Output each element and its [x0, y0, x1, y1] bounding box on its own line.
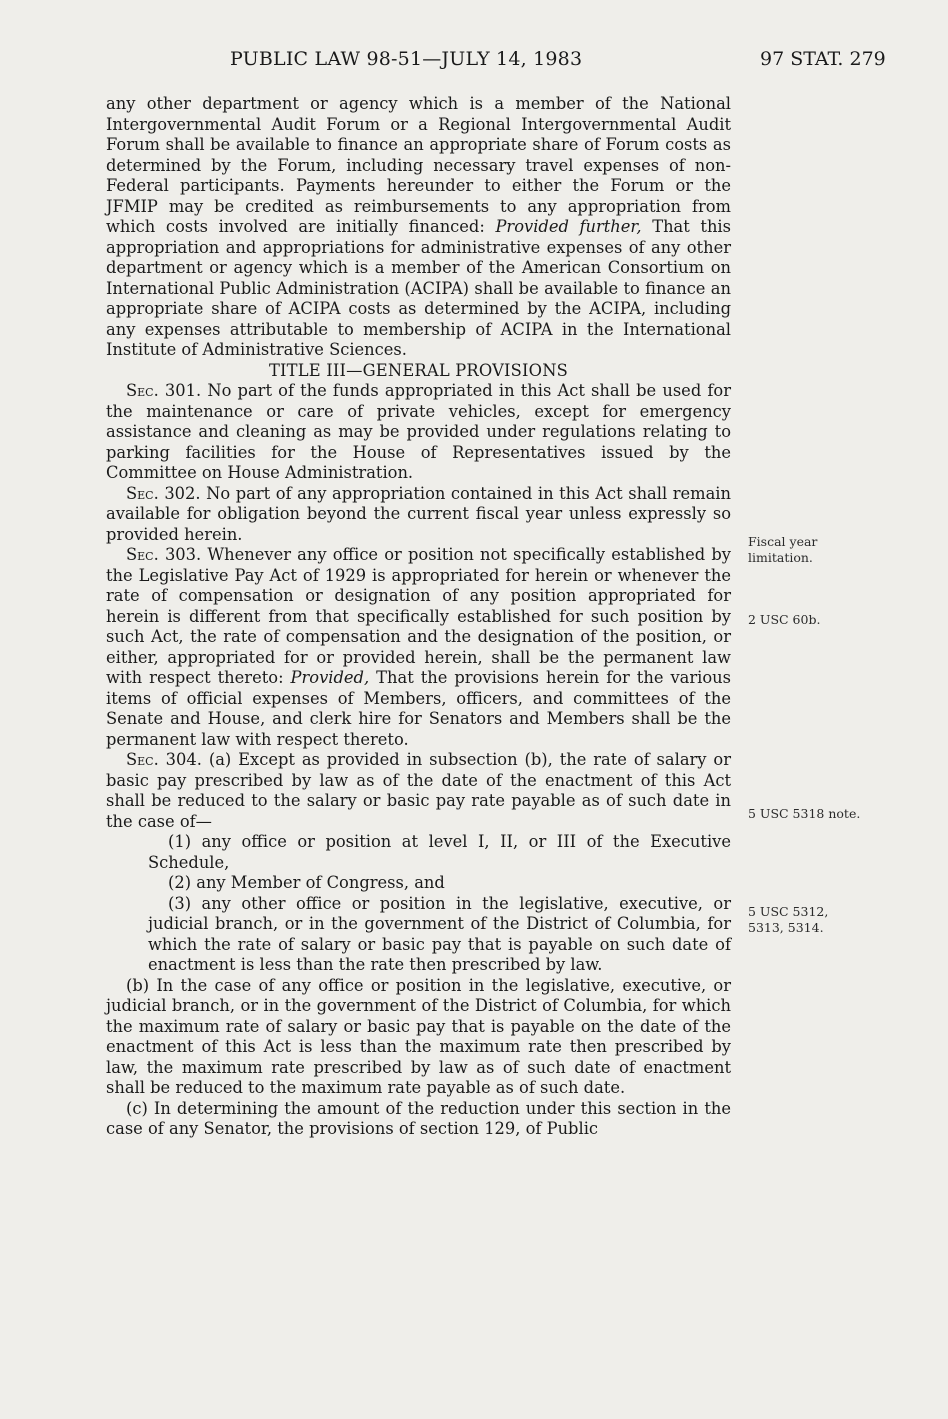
proviso-italic: Provided,	[290, 668, 370, 687]
statute-page-number: 97 STAT. 279	[760, 48, 886, 70]
margin-note-fiscal-year: Fiscal year limitation.	[748, 534, 818, 565]
list-item-1: (1) any office or position at level I, II, or III of the Executive Schedule,	[148, 832, 731, 872]
section-label: Sec. 302.	[126, 483, 201, 503]
proviso-italic: Provided further,	[495, 217, 642, 236]
section-301: Sec. 301. No part of the funds appropriated in this Act shall be used for the maintenance or care of private vehicles, except for emergency assistance and cleaning as may be provided under regulations relating to parking facilities for the House of Representatives issued by the Committee on House Administration.	[106, 381, 732, 482]
margin-note-5-usc-5318: 5 USC 5318 note.	[748, 806, 861, 821]
list-item-3: (3) any other office or position in the legislative, executive, or judicial branch, or in the government of the District of Columbia, for which the rate of salary or basic pay that is payable on such date of enactment is less than the rate then prescribed by law.	[148, 893, 731, 974]
list-item-2: (2) any Member of Congress, and	[168, 873, 445, 892]
section-304-a: Sec. 304. (a) Except as provided in subsection (b), the rate of salary or basic pay prescribed by law as of the date of the enactment of this Act shall be reduced to the salary or basic pay rate payable as of such date in the case of—	[106, 750, 731, 831]
section-label: Sec. 304.	[126, 750, 202, 769]
main-text-column	[106, 94, 731, 1140]
section-label: Sec. 303.	[126, 545, 202, 564]
continued-paragraph: any other department or agency which is a member of the National Intergovernmental Audit Forum or a Regional Intergovernmental Audit Forum shall be available to finance an appropriate share of Forum costs as determined by the Forum, including necessary travel expenses of non-Federal participants. Payments hereunder to either the Forum or the JFMIP may be credited as reimbursements to any appropriation from which costs involved are initially financed: Provided further, That this appropriation and appropriations for administrative expenses of any other department or agency which is a member of the American Consortium on International Public Administration (ACIPA) shall be available to finance an appropriate share of ACIPA costs as determined by the ACIPA, including any expenses attributable to membership of ACIPA in the International Institute of Administrative Sciences.	[106, 94, 731, 359]
section-302: Sec. 302. No part of any appropriation contained in this Act shall remain available for obligation beyond the current fiscal year unless expressly so provided herein.	[106, 483, 731, 544]
running-title: PUBLIC LAW 98-51—JULY 14, 1983	[230, 48, 583, 70]
section-304-b: (b) In the case of any office or position in the legislative, executive, or judicial branch, or in the government of the District of Columbia, for which the maximum rate of salary or basic pay that is payable on the date of the enactment of this Act is less than the maximum rate then prescribed by law, the maximum rate prescribed by law as of such date of enactment shall be reduced to the maximum rate payable as of such date.	[106, 975, 731, 1097]
margin-note-2-usc-60b: 2 USC 60b.	[748, 612, 821, 627]
section-304-c: (c) In determining the amount of the reduction under this section in the case of any Senator, the provisions of section 129, of Public	[106, 1098, 731, 1138]
margin-note-5-usc-5312: 5 USC 5312, 5313, 5314.	[748, 904, 829, 935]
section-303: Sec. 303. Whenever any office or position not specifically established by the Legislative Pay Act of 1929 is appropriated for herein or whenever the rate of compensation or designation of any position appropriated for herein is different from that specifically established for such position by such Act, the rate of compensation and the designation of the position, or either, appropriated for or provided herein, shall be the permanent law with respect thereto: Provided, That the provisions herein for the various items of official expenses of Members, officers, and committees of the Senate and House, and clerk hire for Senators and Members shall be the permanent law with respect thereto.	[106, 545, 732, 749]
section-label: Sec. 301.	[126, 381, 202, 400]
title-heading: TITLE III—GENERAL PROVISIONS	[268, 360, 569, 380]
page-header	[0, 48, 948, 78]
